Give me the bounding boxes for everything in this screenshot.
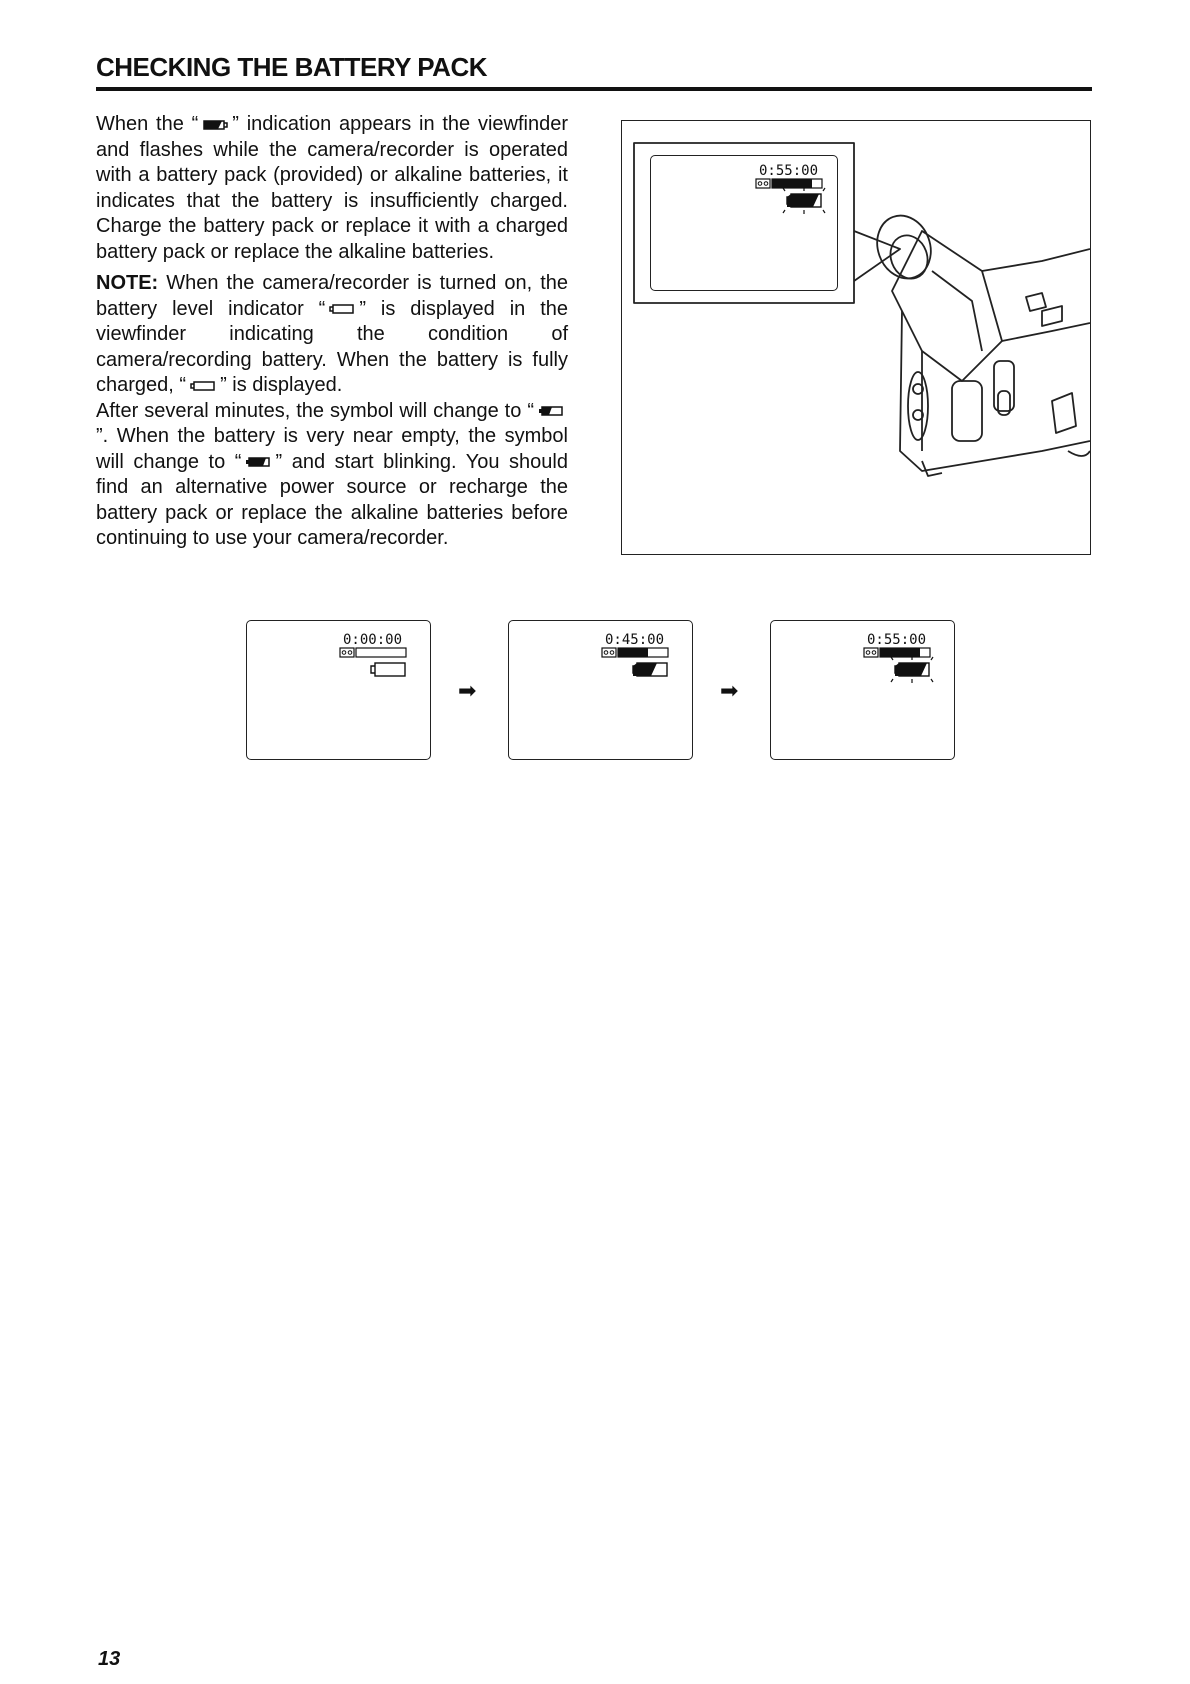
note-text-6: ” and start blinking. You should find an alternative power source or recharge the battery pack or replace the alkaline batteries before continuing to use your camera/recorder. <box>96 450 568 549</box>
tape-reel-left <box>604 651 608 655</box>
note-text-2: ” is displayed in the viewfinder indicating the condition of camera/recording battery. When the battery is fully charged, “ <box>96 297 569 396</box>
battery-half-fill <box>633 663 657 676</box>
camcorder-illustration <box>621 120 1091 555</box>
viewfinder-indicators <box>601 647 681 695</box>
timecode-display: 0:00:00 <box>343 632 403 648</box>
blink-mark <box>931 679 933 682</box>
battery-empty-fill <box>895 663 927 676</box>
timecode-display: 0:55:00 <box>867 632 927 648</box>
tape-reel-right <box>764 182 768 186</box>
intro-paragraph <box>96 112 568 265</box>
blink-mark <box>891 679 893 682</box>
tape-remaining-bar <box>356 648 406 657</box>
battery-half-icon <box>538 405 564 417</box>
viewfinder-step-1 <box>246 620 431 760</box>
note-text-1: When the camera/recorder is turned on, the battery level indicator “ <box>96 272 568 320</box>
blink-mark <box>823 188 825 191</box>
viewfinder-step-2 <box>508 620 693 760</box>
note-text-4: After several minutes, the symbol will change to “ <box>96 399 534 422</box>
page-number: 13 <box>98 1648 121 1670</box>
note-text-5: ”. When the battery is very near empty, the symbol will change to “ <box>96 425 568 473</box>
viewfinder-indicators <box>339 647 419 695</box>
tape-reel-right <box>348 651 352 655</box>
battery-empty-icon <box>202 119 228 131</box>
note-label: NOTE: <box>96 272 159 294</box>
blink-mark <box>783 210 785 213</box>
viewfinder-indicators <box>863 647 943 695</box>
note-paragraph <box>96 271 568 552</box>
blink-mark <box>931 657 933 660</box>
battery-outline <box>375 663 405 676</box>
tape-remaining-fill <box>880 648 920 657</box>
timecode-display: 0:55:00 <box>759 163 819 179</box>
battery-full-icon <box>329 303 355 315</box>
note-text-3: ” is displayed. <box>220 374 343 396</box>
tape-reel-right <box>610 651 614 655</box>
tape-reel-left <box>866 651 870 655</box>
instructions-column <box>96 112 568 558</box>
tape-remaining-fill <box>772 179 812 188</box>
viewfinder-indicators <box>755 178 835 226</box>
intro-text-b: ” indication appears in the viewfinder and flashes while the camera/recorder is operated with a battery pack (provided) or alkaline batteries, it indicates that the battery is insufficiently charged. Charge the battery pack or replace it with a charged battery pack or replace the alkaline batteries. <box>96 113 568 263</box>
timecode-display: 0:45:00 <box>605 632 665 648</box>
battery-full-icon <box>190 380 216 392</box>
battery-empty-fill <box>787 194 819 207</box>
arrow-icon: ➡ <box>458 678 477 703</box>
page-title: CHECKING THE BATTERY PACK <box>96 52 1092 91</box>
callout-viewfinder-screen <box>650 155 838 291</box>
blink-mark <box>823 210 825 213</box>
arrow-icon: ➡ <box>720 678 739 703</box>
viewfinder-step-3 <box>770 620 955 760</box>
tape-reel-right <box>872 651 876 655</box>
intro-text-a: When the “ <box>96 113 199 135</box>
tape-reel-left <box>758 182 762 186</box>
battery-empty-icon <box>245 456 271 468</box>
tape-remaining-fill <box>618 648 648 657</box>
tape-reel-left <box>342 651 346 655</box>
